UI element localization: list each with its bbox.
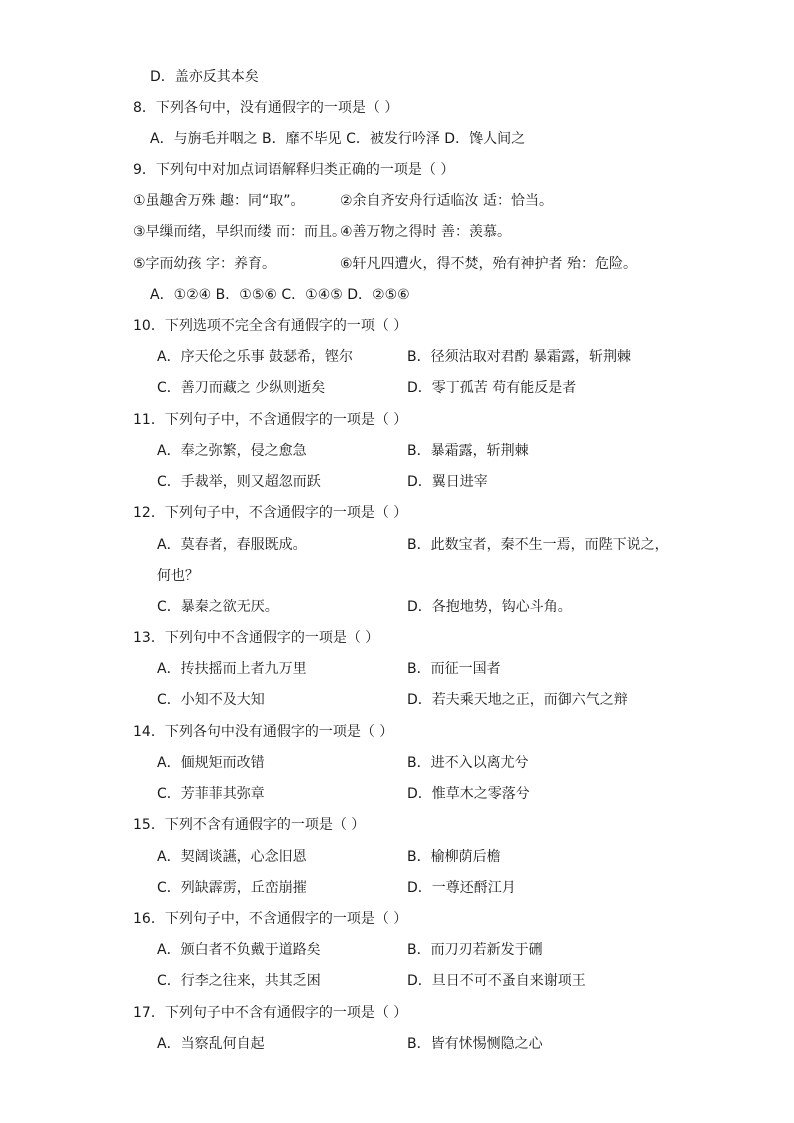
- q16-option-a: A．颁白者不负戴于道路矣: [157, 942, 321, 958]
- q15-option-b: B．榆柳荫后檐: [407, 849, 501, 865]
- q10-option-c: C．善刀而藏之 少纵则逝矣: [157, 380, 326, 396]
- q16-option-b: B．而刀刃若新发于硎: [407, 942, 543, 958]
- q11-option-d: D．翼日进宰: [407, 474, 488, 490]
- q11-option-c: C．手裁举，则又超忽而跃: [157, 474, 321, 490]
- q13-stem: 13．下列句中不含通假字的一项是（ ）: [133, 630, 380, 646]
- q9-stem: 9．下列句中对加点词语解释归类正确的一项是（ ）: [133, 162, 455, 178]
- q7-option-d: D．盖亦反其本矣: [150, 69, 259, 85]
- q15-option-c: C．列缺霹雳，丘峦崩摧: [157, 880, 307, 896]
- q8-options: A．与旃毛并咽之 B．靡不毕见 C．被发行吟泽 D．馋人间之: [150, 131, 526, 147]
- q17-stem: 17．下列句子中不含有通假字的一项是（ ）: [133, 1005, 408, 1021]
- q15-option-a: A．契阔谈讌，心念旧恩: [157, 849, 307, 865]
- q11-option-b: B．暴霜露，斩荆棘: [407, 443, 529, 459]
- q9-item-1: ①虽趣舍万殊 趣：同“取”。: [133, 193, 305, 209]
- q9-item-5: ⑤字而幼孩 字：养育。: [133, 256, 277, 272]
- q13-option-d: D．若夫乘天地之正，而御六气之辩: [407, 692, 628, 708]
- q15-option-d: D．一尊还酹江月: [407, 880, 516, 896]
- q11-option-a: A．奉之弥繁，侵之愈急: [157, 443, 307, 459]
- q16-option-c: C．行李之往来，共其乏困: [157, 973, 321, 989]
- q12-option-b: B．此数宝者，秦不生一焉，而陛下说之，: [407, 537, 669, 553]
- q13-option-a: A．抟扶摇而上者九万里: [157, 661, 307, 677]
- q14-stem: 14．下列各句中没有通假字的一项是（ ）: [133, 724, 394, 740]
- q9-item-6: ⑥轩凡四遭火，得不焚，殆有神护者 殆：危险。: [340, 256, 637, 272]
- q12-option-b-cont: 何也？: [157, 568, 199, 584]
- q17-option-a: A．当察乱何自起: [157, 1036, 265, 1052]
- q11-stem: 11．下列句子中，不含通假字的一项是（ ）: [133, 412, 408, 428]
- q15-stem: 15．下列不含有通假字的一项是（ ）: [133, 817, 366, 833]
- q13-option-b: B．而征一国者: [407, 661, 501, 677]
- q10-option-d: D．零丁孤苦 苟有能反是者: [407, 380, 577, 396]
- q17-option-b: B．皆有怵惕恻隐之心: [407, 1036, 543, 1052]
- q14-option-b: B．进不入以离尤兮: [407, 755, 529, 771]
- q12-stem: 12．下列句子中，不含通假字的一项是（ ）: [133, 505, 408, 521]
- q12-option-c: C．暴秦之欲无厌。: [157, 599, 279, 615]
- q14-option-a: A．偭规矩而改错: [157, 755, 265, 771]
- q9-item-4: ④善万物之得时 善：羡慕。: [340, 224, 512, 240]
- q14-option-d: D．惟草木之零落兮: [407, 786, 530, 802]
- q9-options: A．①②④ B．①⑤⑥ C．①④⑤ D．②⑤⑥: [150, 287, 410, 303]
- q12-option-d: D．各抱地势，钩心斗角。: [407, 599, 572, 615]
- q10-stem: 10．下列选项不完全含有通假字的一项（ ）: [133, 318, 408, 334]
- q10-option-b: B．径须沽取对君酌 暴霜露，斩荆棘: [407, 349, 632, 365]
- q9-item-2: ②余自齐安舟行适临汝 适：恰当。: [340, 193, 554, 209]
- q8-stem: 8．下列各句中，没有通假字的一项是（ ）: [133, 100, 399, 116]
- q12-option-a: A．莫春者，春服既成。: [157, 537, 307, 553]
- q10-option-a: A．序天伦之乐事 鼓瑟希，铿尔: [157, 349, 354, 365]
- q14-option-c: C．芳菲菲其弥章: [157, 786, 265, 802]
- q13-option-c: C．小知不及大知: [157, 692, 265, 708]
- q16-option-d: D．旦日不可不蚤自来谢项王: [407, 973, 586, 989]
- q9-item-3: ③早缫而绪，早织而缕 而：而且。: [133, 224, 347, 240]
- q16-stem: 16．下列句子中，不含通假字的一项是（ ）: [133, 911, 408, 927]
